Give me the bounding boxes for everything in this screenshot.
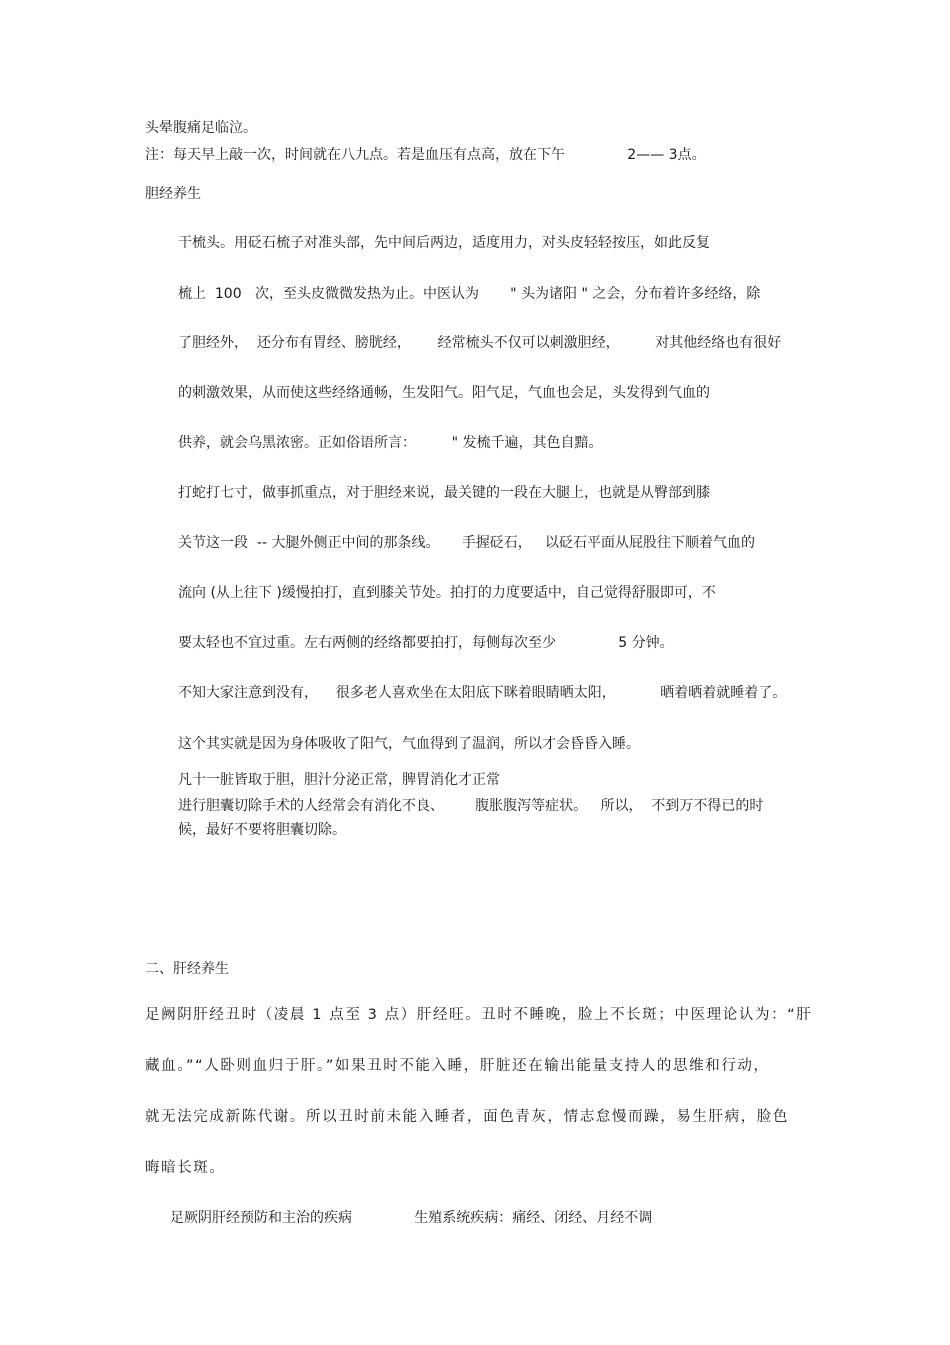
paragraph-line: 候，最好不要将胆囊切除。 (178, 822, 346, 838)
paragraph-line: 晦暗长斑。 (145, 1160, 226, 1176)
paragraph-line: 要太轻也不宜过重。左右两侧的经络都要拍打，每侧每次至少 5 分钟。 (178, 635, 674, 651)
paragraph-line: 这个其实就是因为身体吸收了阳气，气血得到了温润，所以才会昏昏入睡。 (178, 736, 640, 752)
paragraph-line: 凡十一脏皆取于胆，胆汁分泌正常，脾胃消化才正常 (178, 772, 500, 788)
paragraph-line: 的刺激效果，从而使这些经络通畅，生发阳气。阳气足，气血也会足，头发得到气血的 (178, 385, 710, 401)
note-line: 注：每天早上敲一次，时间就在八九点。若是血压有点高，放在下午 2—— 3点。 (145, 147, 706, 163)
paragraph-line: 流向 (从上往下 )缓慢拍打，直到膝关节处。拍打的力度要适中，自己觉得舒服即可，不 (178, 585, 716, 601)
text-line: 足厥阴肝经预防和主治的疾病 生殖系统疾病：痛经、闭经、月经不调 (170, 1210, 653, 1226)
paragraph-line: 足阙阴肝经丑时（凌晨 1 点至 3 点）肝经旺。丑时不睡晚，脸上不长斑；中医理论认为：“肝 (145, 1007, 813, 1023)
paragraph-line: 干梳头。用砭石梳子对准头部，先中间后两边，适度用力，对头皮轻轻按压，如此反复 (178, 235, 710, 251)
paragraph-line: 进行胆囊切除手术的人经常会有消化不良、 腹胀腹泻等症状。 所以， 不到万不得已的时 (178, 798, 764, 814)
paragraph-line: 关节这一段 -- 大腿外侧正中间的那条线。 手握砭石， 以砭石平面从屁股往下顺着气血的 (178, 535, 756, 551)
paragraph-line: 了胆经外， 还分布有胃经、膀胱经， 经常梳头不仅可以刺激胆经， 对其他经络也有很好 (178, 335, 782, 351)
section-heading: 胆经养生 (145, 186, 201, 202)
paragraph-line: 不知大家注意到没有， 很多老人喜欢坐在太阳底下眯着眼睛晒太阳， 晒着晒着就睡着了。 (178, 685, 787, 701)
paragraph-line: 就无法完成新陈代谢。所以丑时前未能入睡者，面色青灰，情志怠慢而躁，易生肝病，脸色 (145, 1109, 789, 1125)
text-line: 头晕腹痛足临泣。 (145, 120, 257, 136)
paragraph-line: 打蛇打七寸，做事抓重点，对于胆经来说，最关键的一段在大腿上，也就是从臀部到膝 (178, 485, 710, 501)
paragraph-line: 供养，就会乌黑浓密。正如俗语所言： " 发梳千遍，其色自黯。 (178, 435, 603, 451)
paragraph-line: 藏血。”“人卧则血归于肝。”如果丑时不能入睡，肝脏还在输出能量支持人的思维和行动， (145, 1058, 770, 1074)
paragraph-line: 梳上 100 次，至头皮微微发热为止。中医认为 " 头为诸阳 " 之会，分布着许多经络，除 (178, 286, 761, 302)
section-heading: 二、肝经养生 (145, 961, 229, 977)
